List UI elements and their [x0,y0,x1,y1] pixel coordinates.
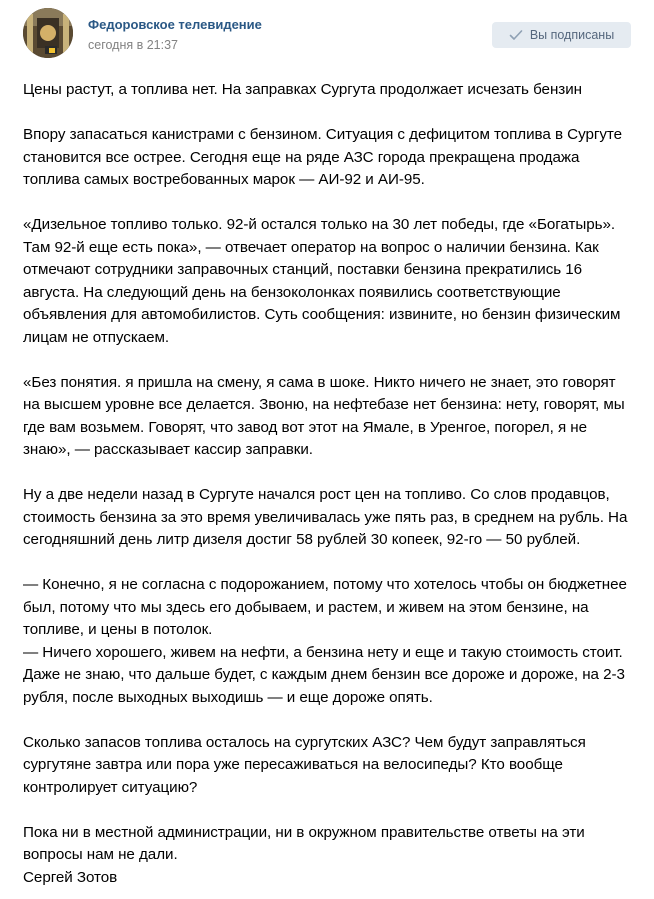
post-quote: — Конечно, я не согласна с подорожанием, потому что хотелось чтобы он бюджетнее был, потому что мы здесь его добываем, и растем, и живем на этом бензине, на топливе, и цены в потолок. [23,576,627,638]
tv-channel-logo-icon [23,8,73,58]
post-paragraph: Впору запасаться канистрами с бензином. Ситуация с дефицитом топлива в Сургуте становится все острее. Сегодня еще на ряде АЗС города прекращена продажа топлива самых востребованных марок — АИ-92 и АИ-95. [23,126,623,188]
subscribed-button[interactable] [492,22,631,48]
post-signature: Сергей Зотов [23,868,118,886]
post-paragraph: «Без понятия. я пришла на смену, я сама в шоке. Никто ничего не знает, это говорят на высшем уровне все делается. Звоню, на нефтебазе нет бензина: нету, говорят, мы где вам возьмем. Говорят, что завод вот этот на Ямале, в Уренгое, погорел, я не знаю», — рассказывает кассир заправки. [23,373,625,458]
post-paragraph: Сколько запасов топлива осталось на сургутских АЗС? Чем будут заправляться сургутяне завтра или пора уже пересаживаться на велосипеды? Кто вообще контролирует ситуацию? [23,733,586,796]
subscribed-label: Вы подписаны [529,28,615,42]
author-name[interactable]: Федоровское телевидение [88,17,262,32]
post-time[interactable]: сегодня в 21:37 [88,38,178,52]
avatar[interactable] [23,8,73,58]
post-paragraph: Ну а две недели назад в Сургуте начался рост цен на топливо. Со слов продавцов, стоимость бензина за это время увеличивалась уже пять раз, в среднем на рубль. На сегодняшний день литр дизеля достиг 58 рублей 30 копеек, 92-го — 50 рублей. [23,486,628,548]
post-paragraph: Пока ни в местной администрации, ни в окружном правительстве ответы на эти вопросы нам не дали. [23,823,585,863]
check-icon [509,29,523,41]
post-headline: Цены растут, а топлива нет. На заправках Сургута продолжает исчезать бензин [23,81,582,98]
post-text [23,79,635,889]
post-header [23,8,633,60]
post-paragraph: «Дизельное топливо только. 92-й остался только на 30 лет победы, где «Богатырь». Там 92-й еще есть пока», — отвечает оператор на вопрос о наличии бензина. Как отмечают сотрудники заправочных станций, поставки бензина прекратились 16 августа. На следующий день на бензоколонках появились соответствующие объявления для автомобилистов. Суть сообщения: извините, но бензин физическим лицам не отпускаем. [23,216,621,346]
post-quote: — Ничего хорошего, живем на нефти, а бензина нету и еще и такую стоимость стоит. Даже не знаю, что дальше будет, с каждым днем бензин все дороже и дороже, на 2-3 рубля, после выходных выходишь — и еще дороже опять. [23,643,625,706]
